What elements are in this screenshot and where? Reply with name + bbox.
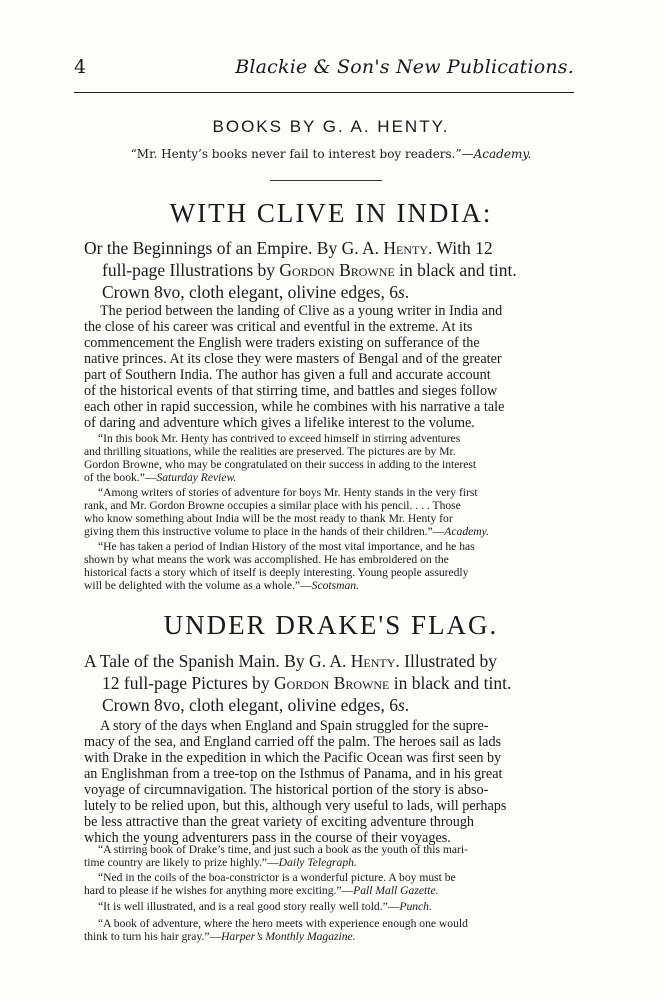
description-line: be less attractive than the great variety of exciting adventure through <box>84 814 475 830</box>
running-head <box>74 54 574 84</box>
page-number: 4 <box>74 56 87 78</box>
review-line: “Among writers of stories of adventure for boys Mr. Henty stands in the very first <box>98 486 478 499</box>
author-name: Henty <box>350 651 396 671</box>
subtitle-text: Crown 8vo, cloth elegant, olivine edges, 6 <box>102 282 398 302</box>
section-quote-source: Academy. <box>473 147 532 161</box>
subtitle-text: in black and tint. <box>389 673 512 693</box>
review-text: of the book.”— <box>84 471 157 484</box>
subtitle-text: Or the Beginnings of an Empire. By G. A. <box>84 238 384 258</box>
description-line: A story of the days when England and Spain struggled for the supre- <box>100 718 489 734</box>
review-source: Punch. <box>399 900 432 913</box>
review-line: “In this book Mr. Henty has contrived to exceed himself in stirring adventures <box>98 432 461 445</box>
description-line: the close of his career was critical and eventful in the extreme. At its <box>84 319 473 335</box>
price-unit: s <box>397 282 405 302</box>
book-description <box>84 303 574 431</box>
review-line: historical facts a story which of itself is deeply interesting. Young people assuredly <box>84 566 469 579</box>
review-source: Pall Mall Gazette. <box>353 884 439 897</box>
subtitle-text: full-page Illustrations by <box>102 260 280 280</box>
price-unit: s <box>397 695 405 715</box>
review-text: time country are likely to prize highly.”— <box>84 856 279 869</box>
section-divider <box>270 180 382 181</box>
review-text: think to turn his hair gray.”— <box>84 930 222 943</box>
author-name: Henty <box>383 238 429 258</box>
description-line: of the historical events of that stirring time, and battles and sieges follow <box>84 383 498 399</box>
description-line: native princes. At its close they were masters of Bengal and of the greater <box>84 351 502 367</box>
description-line: an Englishman from a tree-top on the Isthmus of Panama, and in his great <box>84 766 503 782</box>
description-line: part of Southern India. The author has given a full and accurate account <box>84 367 491 383</box>
review-line: and thrilling situations, while the realities are preserved. The pictures are by Mr. <box>84 445 456 458</box>
description-line: voyage of circumnavigation. The historical portion of the story is abso- <box>84 782 489 798</box>
subtitle-line <box>84 650 574 672</box>
subtitle-line <box>84 259 574 281</box>
book-description <box>84 718 574 846</box>
review-line <box>84 900 574 913</box>
description-line: commencement the English were traders existing on sufferance of the <box>84 335 480 351</box>
review-line <box>84 930 574 943</box>
section-quote <box>0 147 662 161</box>
review-source: Saturday Review. <box>156 471 237 484</box>
review-quote <box>84 486 574 538</box>
subtitle-text: 12 full-page Pictures by <box>102 673 275 693</box>
review-quote <box>84 843 574 869</box>
subtitle-text: A Tale of the Spanish Main. By G. A. <box>84 651 351 671</box>
review-line <box>84 884 574 897</box>
review-text: hard to please if he wishes for anything more exciting.”— <box>84 884 354 897</box>
review-quote <box>84 432 574 484</box>
section-heading: BOOKS BY G. A. HENTY. <box>212 117 450 136</box>
subtitle-text: Crown 8vo, cloth elegant, olivine edges, 6 <box>102 695 398 715</box>
review-quote <box>84 900 574 913</box>
description-line: of daring and adventure which gives a lifelike interest to the volume. <box>84 415 475 431</box>
review-source: Harper’s Monthly Magazine. <box>221 930 356 943</box>
subtitle-line <box>84 237 574 259</box>
review-source: Scotsman. <box>311 579 359 592</box>
review-line: “A stirring book of Drake’s time, and just such a book as the youth of this mari- <box>98 843 468 856</box>
review-quote <box>84 871 574 897</box>
subtitle-text: . <box>404 695 410 715</box>
subtitle-line <box>84 672 574 694</box>
description-line: The period between the landing of Clive as a young writer in India and <box>100 303 503 319</box>
review-quote <box>84 540 574 592</box>
review-text: “It is well illustrated, and is a real good story really well told.”— <box>98 900 400 913</box>
subtitle-text: . With 12 <box>428 238 493 258</box>
subtitle-text: in black and tint. <box>394 260 517 280</box>
review-source: Daily Telegraph. <box>278 856 357 869</box>
illustrator-name: Gordon Browne <box>279 260 395 280</box>
book-subtitle <box>84 650 574 716</box>
review-line: “A book of adventure, where the hero meets with experience enough one would <box>98 917 468 930</box>
review-line: who know something about India will be the most ready to thank Mr. Henty for <box>84 512 453 525</box>
review-line <box>84 856 574 869</box>
subtitle-line <box>84 694 574 716</box>
review-line: Gordon Browne, who may be congratulated on their success in adding to the interest <box>84 458 477 471</box>
book-subtitle <box>84 237 574 303</box>
review-text: giving them this instructive volume to place in the hands of their children.”— <box>84 525 445 538</box>
description-line: with Drake in the expedition in which the Pacific Ocean was first seen by <box>84 750 502 766</box>
review-source: Academy. <box>444 525 490 538</box>
subtitle-line <box>84 281 574 303</box>
review-line <box>84 579 574 592</box>
review-line: shown by what means the work was accomplished. He has embroidered on the <box>84 553 449 566</box>
review-line <box>84 471 574 484</box>
illustrator-name: Gordon Browne <box>274 673 390 693</box>
description-line: which the young adventurers pass in the course of their voyages. <box>84 830 451 846</box>
review-line: “He has taken a period of Indian History of the most vital importance, and he has <box>98 540 475 553</box>
running-title: Blackie & Son's New Publications. <box>235 56 574 78</box>
description-line: lutely to be relied upon, but this, although very useful to lads, will perhaps <box>84 798 507 814</box>
book-title: WITH CLIVE IN INDIA: <box>169 198 493 228</box>
review-text: will be delighted with the volume as a whole.”— <box>84 579 312 592</box>
header-rule <box>74 92 574 93</box>
section-quote-text: “Mr. Henty’s books never fail to interest boy readers.”— <box>130 147 474 161</box>
description-line: each other in rapid succession, while he combines with his narrative a tale <box>84 399 505 415</box>
review-quote <box>84 917 574 943</box>
book-title: UNDER DRAKE'S FLAG. <box>163 610 499 640</box>
description-line: macy of the sea, and England carried off the palm. The heroes sail as lads <box>84 734 502 750</box>
review-line: “Ned in the coils of the boa-constrictor is a wonderful picture. A boy must be <box>98 871 456 884</box>
review-line <box>84 525 574 538</box>
subtitle-text: . Illustrated by <box>395 651 497 671</box>
review-line: rank, and Mr. Gordon Browne occupies a similar place with his pencil. . . . Those <box>84 499 461 512</box>
subtitle-text: . <box>404 282 410 302</box>
